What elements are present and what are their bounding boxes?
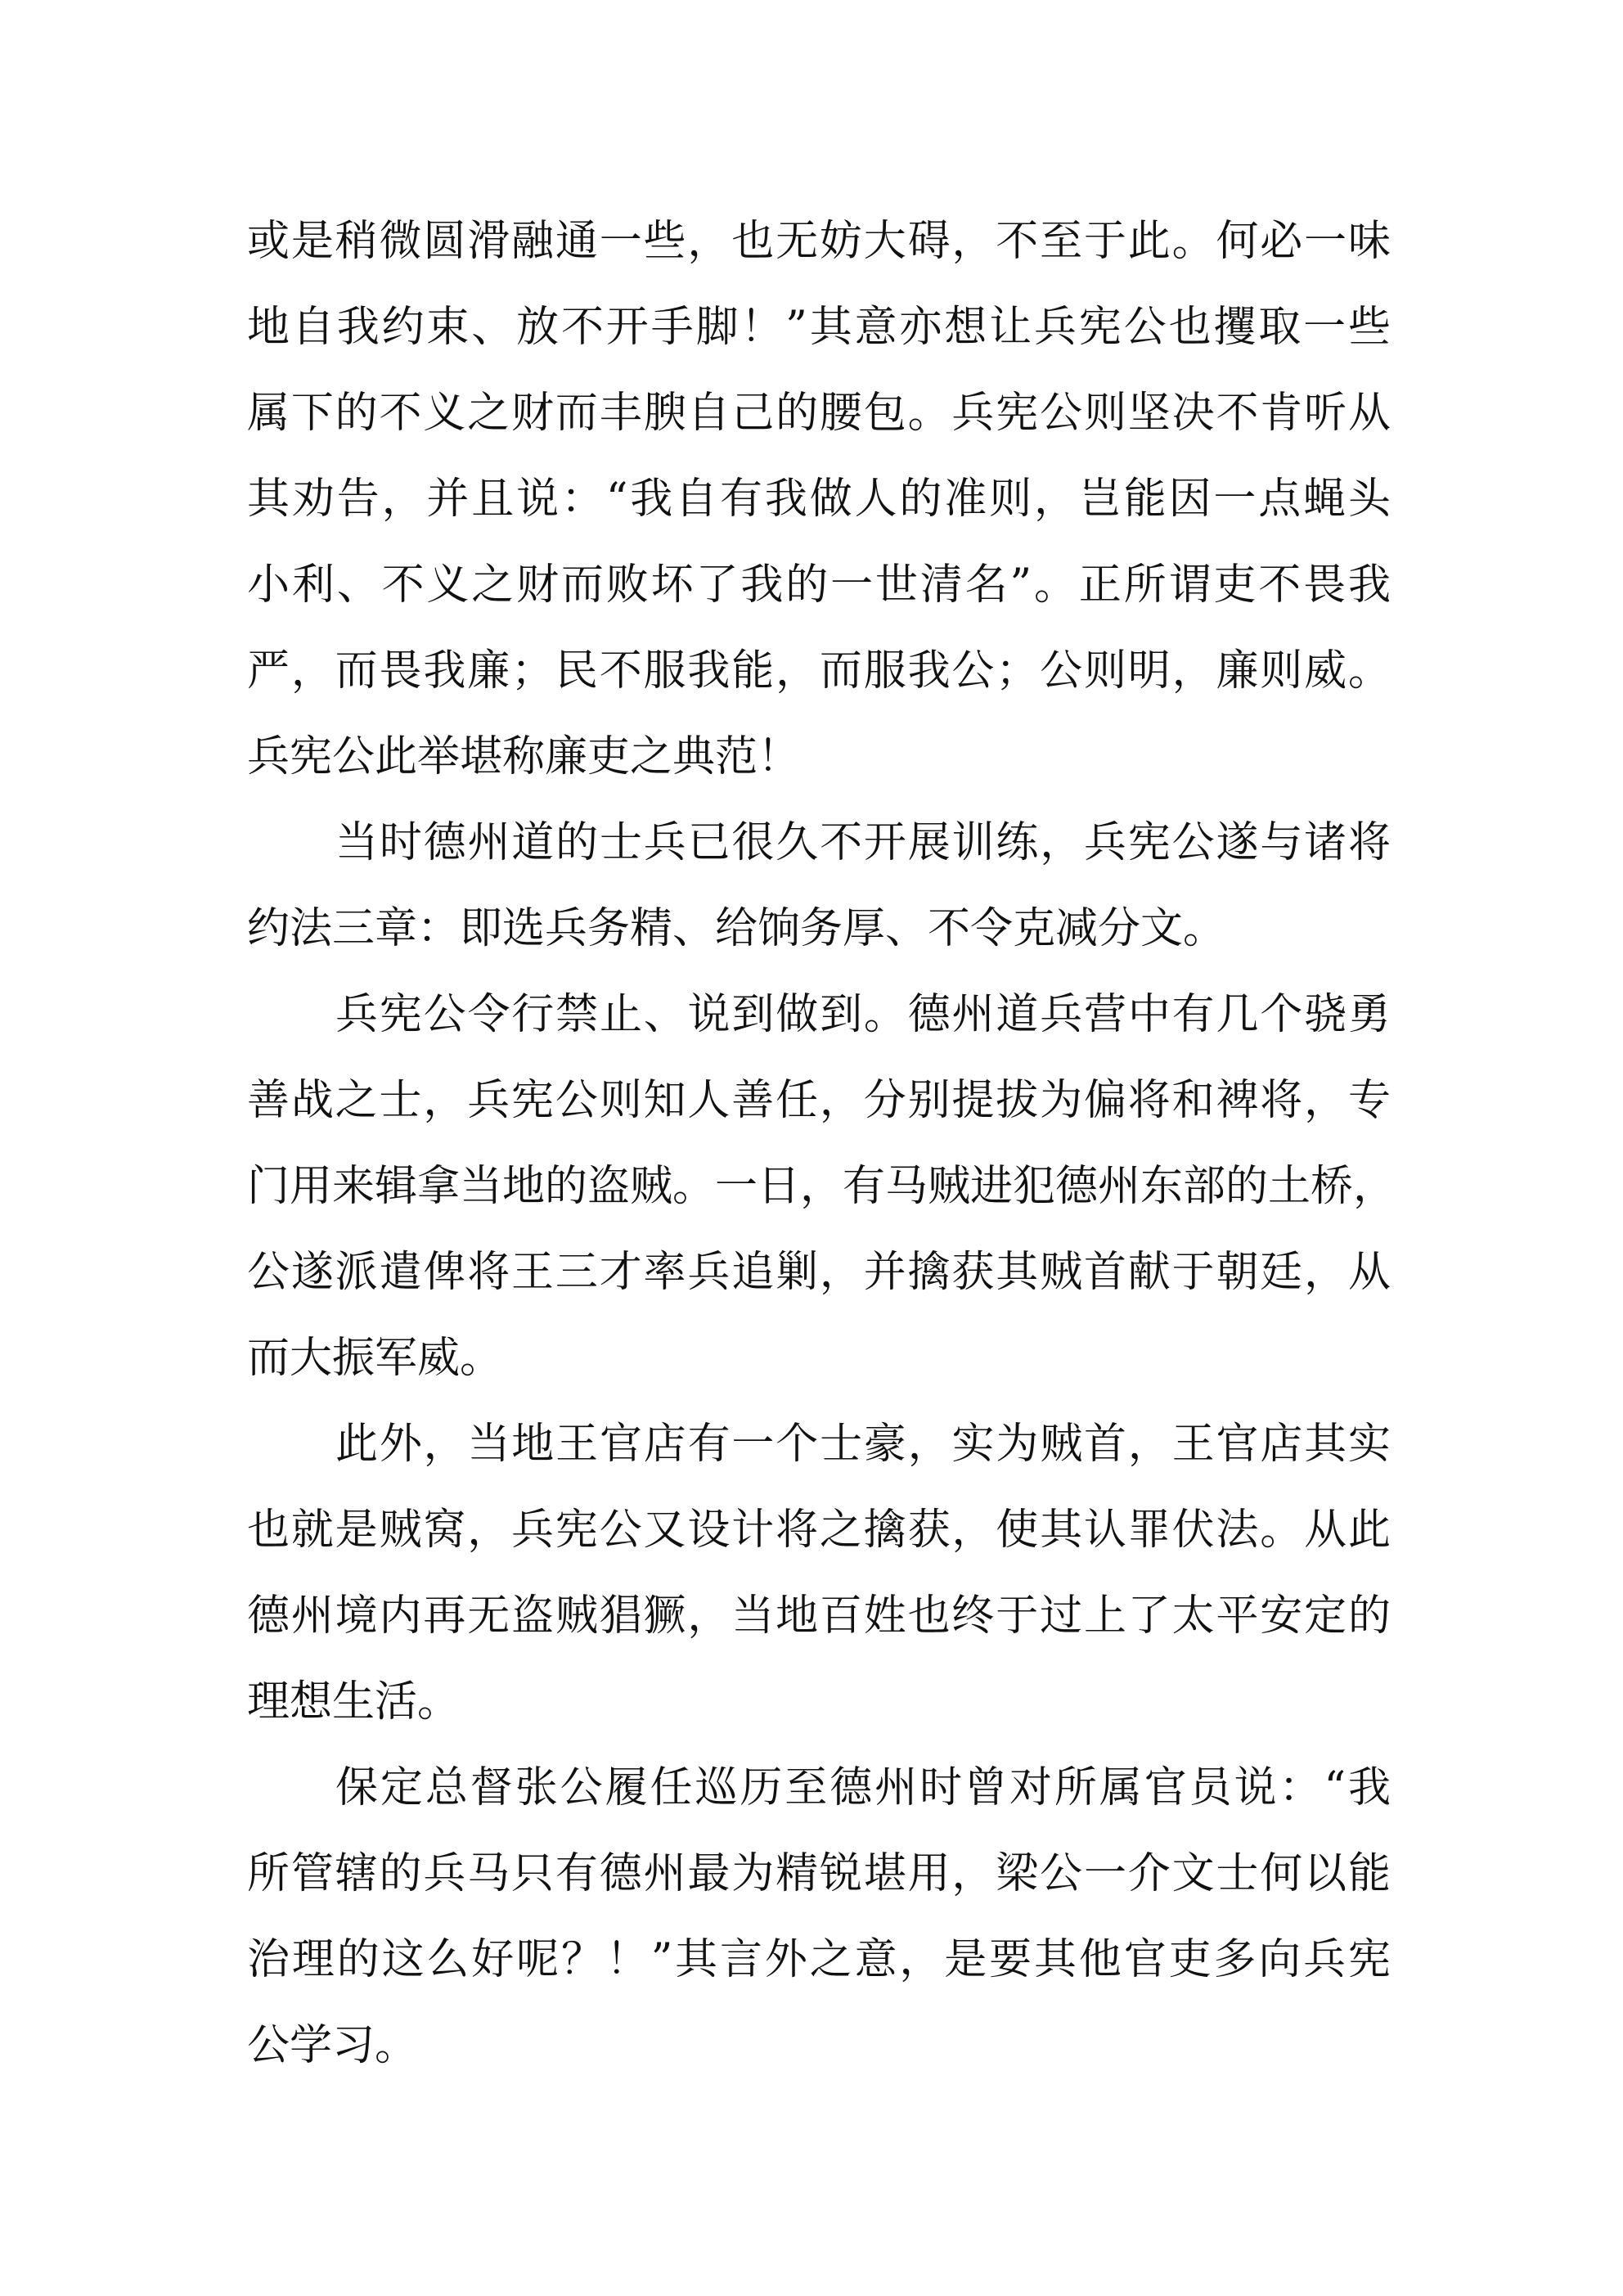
text-line: 其劝告，并且说：“我自有我做人的准则，岂能因一点蝇头	[247, 475, 1391, 524]
text-line: 地自我约束、放不开手脚！”其意亦想让兵宪公也攫取一些	[247, 303, 1391, 352]
text-line: 约法三章：即选兵务精、给饷务厚、不令克减分文。	[247, 904, 1226, 953]
text-line: 理想生活。	[247, 1677, 461, 1727]
text-line: 而大振军威。	[247, 1334, 503, 1383]
paragraph-first-line: 此外，当地王官店有一个士豪，实为贼首，王官店其实	[335, 1420, 1391, 1469]
text-line: 小利、不义之财而败坏了我的一世清名”。正所谓吏不畏我	[247, 560, 1391, 610]
text-line: 兵宪公此举堪称廉吏之典范！	[247, 732, 801, 781]
text-line: 所管辖的兵马只有德州最为精锐堪用，梁公一介文士何以能	[247, 1849, 1391, 1898]
text-line: 公学习。	[247, 2021, 418, 2070]
text-line: 属下的不义之财而丰腴自己的腰包。兵宪公则坚决不肯听从	[247, 389, 1391, 438]
text-line: 也就是贼窝，兵宪公又设计将之擒获，使其认罪伏法。从此	[247, 1506, 1391, 1555]
text-line: 善战之士，兵宪公则知人善任，分别提拔为偏将和裨将，专	[247, 1076, 1391, 1125]
text-line: 治理的这么好呢？！”其言外之意，是要其他官吏多向兵宪	[247, 1935, 1391, 1984]
paragraph-first-line: 保定总督张公履任巡历至德州时曾对所属官员说：“我	[335, 1763, 1391, 1812]
text-line: 公遂派遣俾将王三才率兵追剿，并擒获其贼首献于朝廷，从	[247, 1248, 1391, 1297]
text-line: 严，而畏我廉；民不服我能，而服我公；公则明，廉则威。	[247, 646, 1391, 696]
text-line: 或是稍微圆滑融通一些，也无妨大碍，不至于此。何必一味	[247, 217, 1391, 266]
paragraph-first-line: 兵宪公令行禁止、说到做到。德州道兵营中有几个骁勇	[335, 990, 1391, 1039]
text-line: 门用来辑拿当地的盗贼。一日，有马贼进犯德州东部的土桥，	[247, 1162, 1396, 1211]
text-line: 德州境内再无盗贼猖獗，当地百姓也终于过上了太平安定的	[247, 1591, 1391, 1641]
paragraph-first-line: 当时德州道的士兵已很久不开展训练，兵宪公遂与诸将	[335, 818, 1391, 867]
